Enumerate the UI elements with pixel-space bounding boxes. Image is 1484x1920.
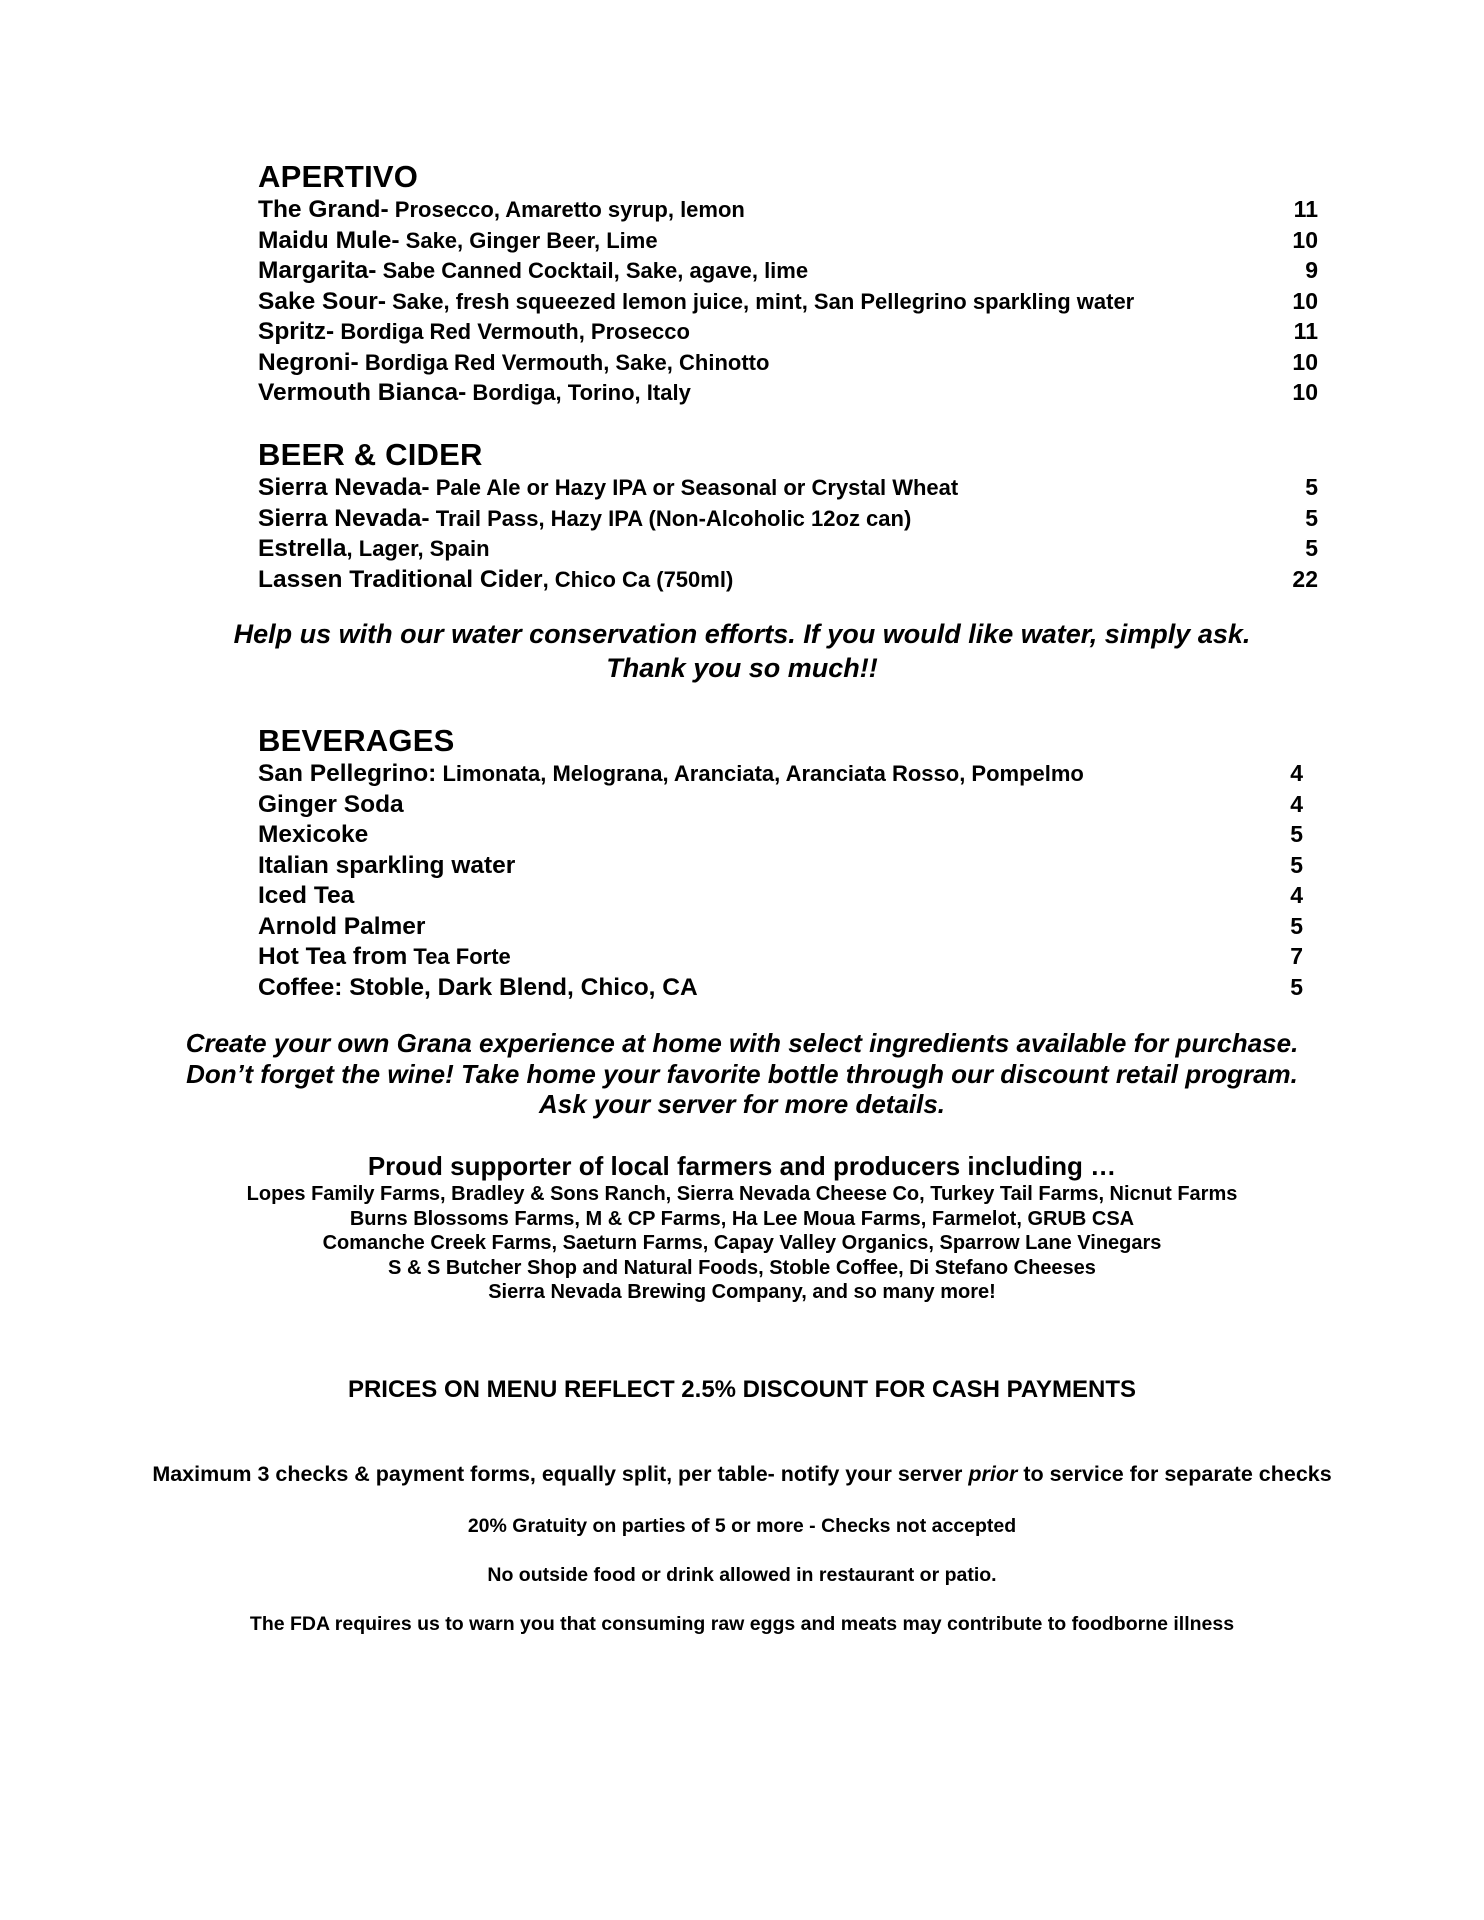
checks-policy-post: to service for separate checks — [1017, 1462, 1332, 1486]
menu-item-price: 5 — [1305, 504, 1318, 531]
menu-item-price: 4 — [1290, 882, 1303, 908]
cash-discount-notice: PRICES ON MENU REFLECT 2.5% DISCOUNT FOR CASH PAYMENTS — [347, 1376, 1137, 1403]
menu-item-name: Estrella — [258, 535, 347, 562]
menu-item-text — [258, 379, 691, 407]
menu-item-description: Bordiga Red Vermouth, Prosecco — [334, 319, 690, 344]
menu-item-text — [258, 974, 698, 1002]
menu-item-price: 11 — [1293, 196, 1318, 222]
checks-policy-emphasis: prior — [968, 1462, 1018, 1486]
menu-item-name: Coffee: Stoble, Dark Blend, Chico, CA — [258, 973, 698, 1001]
menu-item-name: Lassen Traditional Cider — [258, 565, 543, 593]
menu-item-price: 10 — [1292, 287, 1318, 314]
menu-item-name: Vermouth Bianca- — [258, 379, 467, 406]
menu-item — [258, 913, 1303, 944]
menu-item-name: Italian sparkling water — [258, 851, 516, 879]
menu-item-name: San Pellegrino: — [258, 760, 437, 787]
menu-item-text — [258, 821, 368, 849]
menu-item-name: Mexicoke — [258, 821, 369, 848]
supporters-title: Proud supporter of local farmers and producers including … — [367, 1151, 1117, 1181]
menu-item — [258, 535, 1318, 566]
menu-item-name: Ginger Soda — [258, 790, 404, 818]
menu-item-text — [258, 882, 354, 910]
menu-item — [258, 196, 1318, 227]
menu-item-price: 4 — [1290, 790, 1303, 817]
menu-item-text — [258, 791, 404, 819]
menu-item-description: Trail Pass, Hazy IPA (Non-Alcoholic 12oz can) — [429, 505, 912, 531]
menu-item-description: , Lager, Spain — [346, 536, 490, 561]
menu-item-description: Prosecco, Amaretto syrup, lemon — [388, 197, 745, 222]
menu-item-price: 5 — [1290, 821, 1303, 847]
menu-item-description: Sake, fresh squeezed lemon juice, mint, San Pellegrino sparkling water — [386, 288, 1135, 314]
menu-item-name: Negroni- — [258, 348, 359, 376]
menu-item-text — [258, 566, 733, 594]
supporters-line: Comanche Creek Farms, Saeturn Farms, Capay Valley Organics, Sparrow Lane Vinegars — [322, 1232, 1162, 1254]
supporters-block — [0, 1150, 1484, 1305]
menu-item-text — [258, 318, 690, 346]
outside-food-notice: No outside food or drink allowed in restaurant or patio. — [487, 1564, 997, 1586]
menu-item-description: Bordiga, Torino, Italy — [466, 380, 691, 405]
fda-warning: The FDA requires us to warn you that consuming raw eggs and meats may contribute to foodborne illness — [249, 1613, 1235, 1635]
checks-policy — [0, 1462, 1484, 1487]
menu-item-name: Arnold Palmer — [258, 912, 426, 940]
menu-item — [258, 474, 1318, 505]
grana-note-line1: Create your own Grana experience at home with select ingredients available for purchase. — [185, 1028, 1299, 1058]
menu-item-price: 4 — [1290, 760, 1303, 786]
checks-policy-pre: Maximum 3 checks & payment forms, equally split, per table- notify your server — [152, 1462, 969, 1486]
menu-item-name: The Grand- — [258, 196, 389, 223]
beer-section — [258, 436, 1318, 596]
menu-item-description: Limonata, Melograna, Aranciata, Aranciata Rosso, Pompelmo — [436, 761, 1084, 786]
menu-item-description: Sake, Ginger Beer, Lime — [399, 227, 658, 253]
apertivo-section — [258, 158, 1318, 410]
menu-item-price: 10 — [1292, 348, 1318, 375]
menu-item — [258, 318, 1318, 349]
menu-item-name: Iced Tea — [258, 882, 355, 909]
menu-item-text — [258, 760, 1084, 788]
menu-item-name: Sake Sour- — [258, 287, 386, 315]
menu-item-text — [258, 852, 515, 880]
menu-item-name: Spritz- — [258, 318, 335, 345]
menu-item — [258, 379, 1318, 410]
menu-item-name: Margarita- — [258, 257, 377, 284]
menu-item-price: 7 — [1290, 943, 1303, 969]
beer-list — [258, 474, 1318, 596]
menu-item-text — [258, 535, 490, 563]
menu-item-text — [258, 474, 958, 502]
menu-item — [258, 974, 1303, 1005]
menu-item-text — [258, 257, 808, 285]
menu-item-price: 11 — [1293, 318, 1318, 344]
grana-note-line3: Ask your server for more details. — [538, 1089, 946, 1119]
supporters-line: S & S Butcher Shop and Natural Foods, Stoble Coffee, Di Stefano Cheeses — [388, 1256, 1096, 1279]
beverages-section — [258, 722, 1303, 1004]
menu-item-price: 5 — [1305, 535, 1318, 561]
menu-item-text — [258, 943, 511, 971]
menu-item — [258, 821, 1303, 852]
menu-item — [258, 288, 1318, 319]
menu-item-price: 10 — [1292, 379, 1318, 405]
beer-heading: BEER & CIDER — [258, 437, 483, 472]
menu-item-description: Sabe Canned Cocktail, Sake, agave, lime — [376, 258, 809, 283]
menu-item-price: 5 — [1305, 474, 1318, 500]
menu-item-price: 22 — [1292, 565, 1318, 592]
menu-item — [258, 505, 1318, 536]
menu-item-price: 10 — [1292, 226, 1318, 253]
menu-item-name: Maidu Mule- — [258, 226, 400, 254]
grana-note — [0, 1028, 1484, 1120]
menu-item-name: Hot Tea from — [258, 943, 408, 970]
supporters-line: Burns Blossoms Farms, M & CP Farms, Ha Lee Moua Farms, Farmelot, GRUB CSA — [349, 1207, 1135, 1230]
menu-item-text — [258, 349, 769, 377]
menu-item-description: Pale Ale or Hazy IPA or Seasonal or Crystal Wheat — [429, 475, 959, 500]
menu-item — [258, 566, 1318, 597]
water-note-line2: Thank you so much!! — [606, 653, 878, 683]
menu-item — [258, 227, 1318, 258]
menu-item-text — [258, 288, 1134, 316]
menu-item-text — [258, 227, 658, 255]
menu-item-price: 5 — [1290, 912, 1303, 939]
menu-item-name: Sierra Nevada- — [258, 504, 430, 532]
beverages-list — [258, 760, 1303, 1004]
menu-item-name: Sierra Nevada- — [258, 474, 430, 501]
menu-item — [258, 943, 1303, 974]
menu-item — [258, 882, 1303, 913]
menu-item — [258, 791, 1303, 822]
menu-item-price: 5 — [1290, 851, 1303, 878]
menu-item-text — [258, 196, 745, 224]
menu-item — [258, 760, 1303, 791]
grana-note-line2: Don’t forget the wine! Take home your favorite bottle through our discount retail program. — [186, 1058, 1298, 1089]
menu-item — [258, 852, 1303, 883]
menu-item-description: Tea Forte — [407, 944, 511, 969]
supporters-line: Sierra Nevada Brewing Company, and so many more! — [488, 1281, 996, 1303]
apertivo-heading: APERTIVO — [258, 159, 419, 194]
menu-item — [258, 349, 1318, 380]
menu-item — [258, 257, 1318, 288]
gratuity-notice: 20% Gratuity on parties of 5 or more - Checks not accepted — [467, 1515, 1017, 1537]
menu-item-text — [258, 913, 425, 941]
supporters-line: Lopes Family Farms, Bradley & Sons Ranch, Sierra Nevada Cheese Co, Turkey Tail Farms, Nicnut Farms — [246, 1183, 1238, 1205]
menu-item-price: 9 — [1305, 257, 1318, 283]
water-note-line1: Help us with our water conservation efforts. If you would like water, simply ask. — [233, 619, 1251, 649]
menu-item-price: 5 — [1290, 973, 1303, 1000]
menu-item-text — [258, 505, 911, 533]
apertivo-list — [258, 196, 1318, 410]
beverages-heading: BEVERAGES — [258, 723, 455, 758]
menu-item-description: , Chico Ca (750ml) — [542, 566, 734, 592]
water-note — [0, 617, 1484, 685]
menu-item-description: Bordiga Red Vermouth, Sake, Chinotto — [358, 349, 770, 375]
